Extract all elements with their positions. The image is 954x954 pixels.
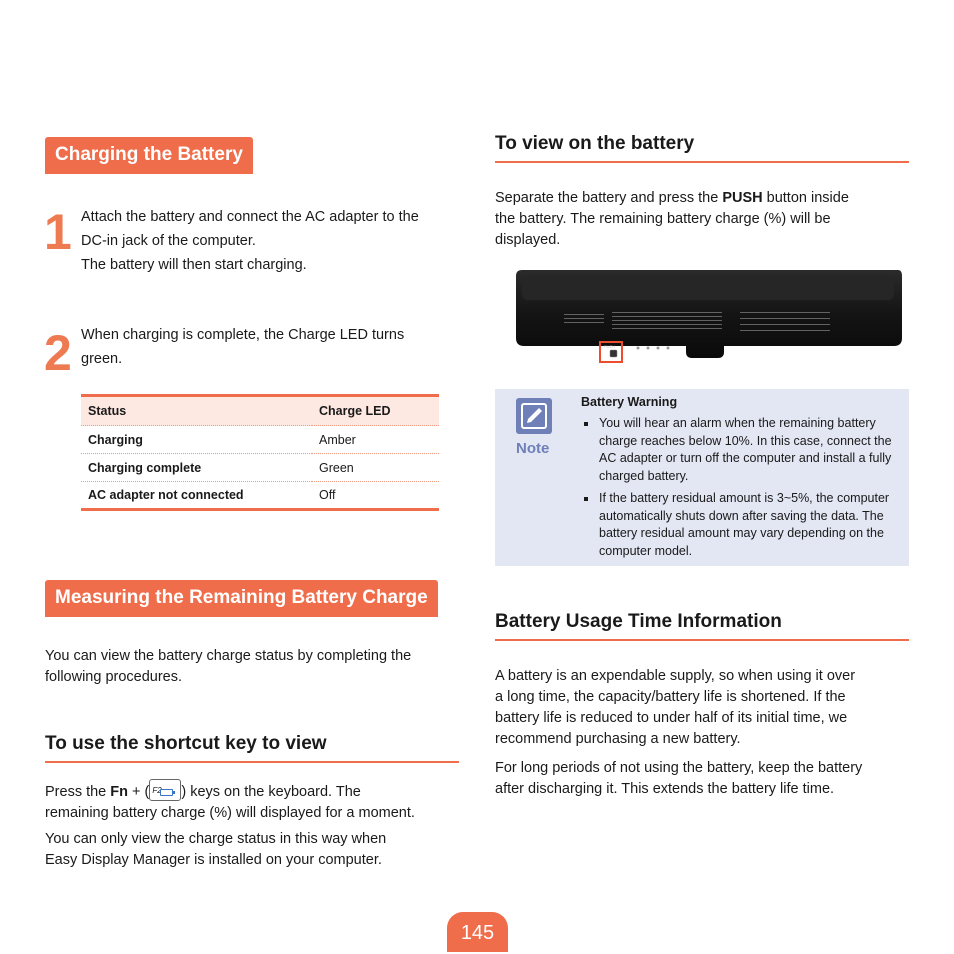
f2-battery-key-icon: F2	[149, 779, 181, 801]
table-row	[81, 482, 439, 510]
view-heading-rule	[495, 161, 909, 163]
table-cell-status: AC adapter not connected	[81, 482, 312, 510]
table-header-charge-led: Charge LED	[312, 396, 439, 426]
shortcut-paragraph-2: You can only view the charge status in this way when Easy Display Manager is installed on your computer.	[45, 831, 387, 868]
table-header-row	[81, 396, 439, 426]
step-2-text: When charging is complete, the Charge LED turns green.	[81, 327, 405, 367]
step-1-text: Attach the battery and connect the AC adapter to the DC-in jack of the computer. The battery will then start charging.	[81, 209, 419, 273]
table-cell-led: Off	[312, 482, 439, 510]
table-row	[81, 426, 439, 454]
note-title: Battery Warning	[581, 395, 678, 409]
note-pencil-icon	[516, 398, 552, 434]
table-cell-led: Amber	[312, 426, 439, 454]
note-label: Note	[516, 440, 550, 457]
step-number-2: 2	[44, 325, 70, 381]
table-cell-status: Charging complete	[81, 454, 312, 482]
shortcut-heading-rule	[45, 761, 459, 763]
view-on-battery-paragraph: Separate the battery and press the PUSH button inside the battery. The remaining battery charge (%) will be displayed.	[495, 190, 849, 248]
table-header-status: Status	[81, 396, 312, 426]
table-row	[81, 454, 439, 482]
section-title-charging: Charging the Battery	[45, 137, 253, 173]
page-number: 145	[447, 912, 508, 952]
section-title-measuring: Measuring the Remaining Battery Charge	[45, 580, 438, 616]
measuring-intro: You can view the battery charge status by completing the following procedures.	[45, 648, 412, 685]
battery-image	[514, 268, 902, 368]
table-cell-led: Green	[312, 454, 439, 482]
usage-paragraph-1: A battery is an expendable supply, so when using it over a long time, the capacity/battery life is shortened. If the battery life is reduced to under half of its initial time, we recommend purchasing a new battery.	[495, 668, 856, 747]
step-number-1: 1	[44, 204, 70, 260]
usage-heading-rule	[495, 639, 909, 641]
shortcut-heading: To use the shortcut key to view	[45, 733, 327, 754]
shortcut-paragraph-1: Press the Fn + ( F2 ) keys on the keyboard. The remaining battery charge (%) will displayed for a moment.	[45, 779, 415, 824]
view-on-battery-heading: To view on the battery	[495, 133, 695, 154]
usage-heading: Battery Usage Time Information	[495, 611, 782, 632]
note-list	[581, 415, 896, 565]
usage-paragraph-2: For long periods of not using the battery, keep the battery after discharging it. This extends the battery life time.	[495, 760, 863, 797]
push-button-label: PUSH	[604, 344, 616, 349]
table-cell-status: Charging	[81, 426, 312, 454]
charge-led-table	[81, 394, 439, 511]
list-item: You will hear an alarm when the remaining battery charge reaches below 10%. In this case, connect the AC adapter or turn off the computer and install a fully charged battery.	[581, 415, 896, 486]
list-item: If the battery residual amount is 3~5%, the computer automatically shuts down after saving the data. The battery residual amount may vary depending on the computer model.	[581, 490, 896, 561]
